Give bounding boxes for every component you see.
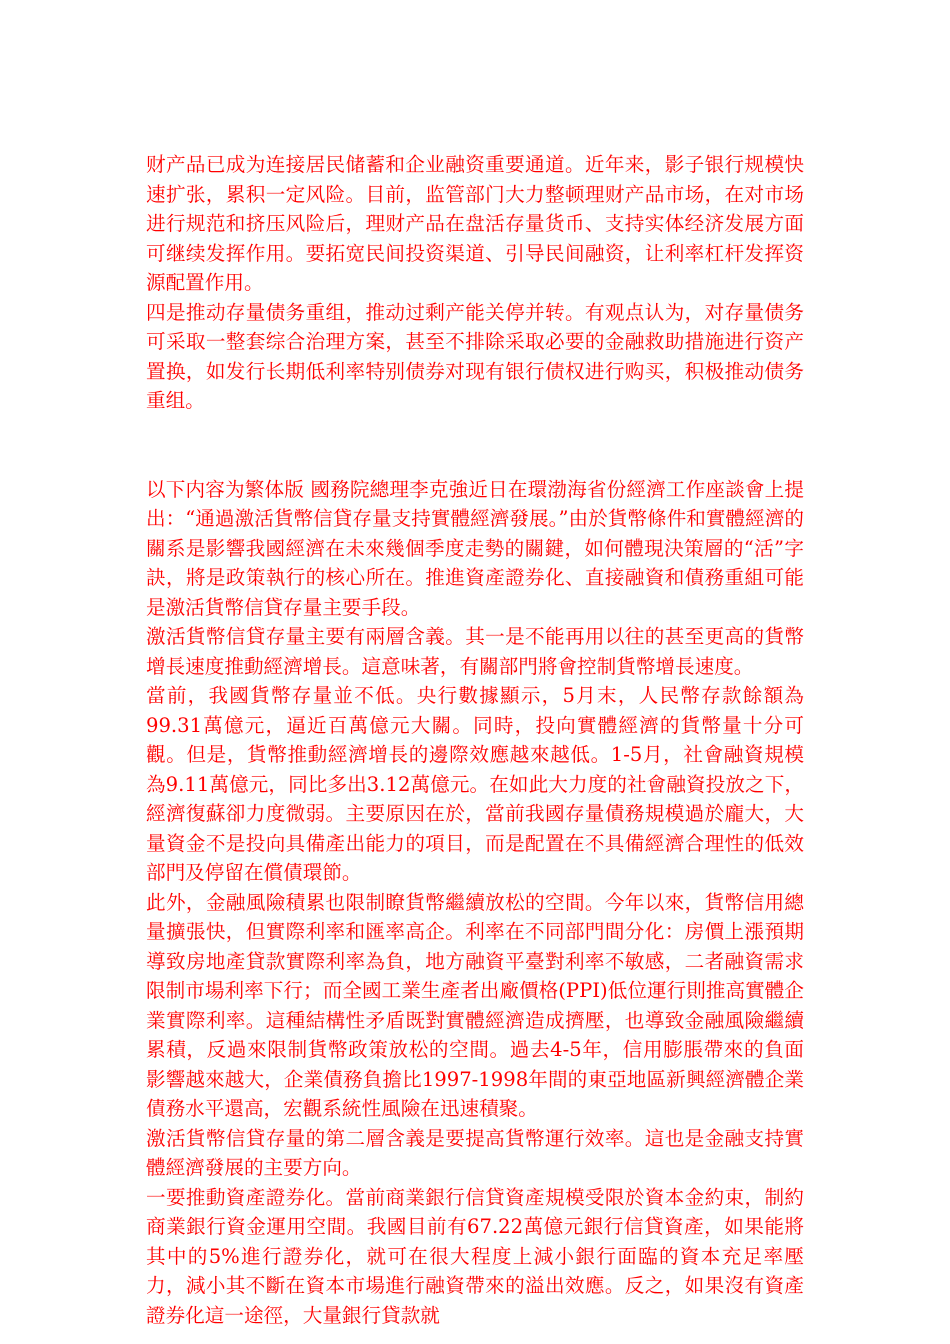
paragraph-financial-risk: 此外，金融風險積累也限制瞭貨幣繼續放松的空間。今年以來，貨幣信用總量擴張快，但實際利率和匯率高企。利率在不同部門間分化：房價上漲預期導致房地產貸款實際利率為負，地方融資平臺對利率不敏感，二者融資需求限制市場利率下行；而全國工業生產者出廠價格(PPI)低位運行則推高實體企業實際利率。這種結構性矛盾既對實體經濟造成擠壓，也導致金融風險繼續累積，反過來限制貨幣政策放松的空間。過去4-5年，信用膨脹帶來的負面影響越來越大，企業債務負擔比1997-1998年間的東亞地區新興經濟體企業債務水平還高，宏觀系統性風險在迅速積聚。 (146, 890, 804, 1120)
paragraph-traditional-intro: 以下内容为繁体版 國務院總理李克強近日在環渤海省份經濟工作座談會上提出：“通過激活貨幣信貸存量支持實體經濟發展。”由於貨幣條件和實體經濟的關系是影響我國經濟在未來幾個季度走勢的關鍵，如何體現決策層的“活”字訣，將是政策執行的核心所在。推進資產證券化、直接融資和債務重組可能是激活貨幣信貸存量主要手段。 (146, 477, 804, 619)
section-gap (146, 416, 804, 475)
paragraph-money-stock: 當前，我國貨幣存量並不低。央行數據顯示，5月末，人民幣存款餘額為99.31萬億元，逼近百萬億元大關。同時，投向實體經濟的貨幣量十分可觀。但是，貨幣推動經濟增長的邊際效應越來越低。1-5月，社會融資規模為9.11萬億元，同比多出3.12萬億元。在如此大力度的社會融資投放之下，經濟復蘇卻力度微弱。主要原因在於，當前我國存量債務規模過於龐大，大量資金不是投向具備產出能力的項目，而是配置在不具備經濟合理性的低效部門及停留在償債環節。 (146, 684, 804, 884)
paragraph-securitization: 一要推動資產證券化。當前商業銀行信貸資產規模受限於資本金約束，制約商業銀行資金運用空間。我國目前有67.22萬億元銀行信貸資產，如果能將其中的5%進行證券化，就可在很大程度上減小銀行面臨的資本充足率壓力，減小其不斷在資本市場進行融資帶來的溢出效應。反之，如果沒有資產證券化這一途徑，大量銀行貸款就 (146, 1185, 804, 1327)
document-body (146, 150, 804, 1330)
paragraph-wealth-products: 财产品已成为连接居民储蓄和企业融资重要通道。近年来，影子银行规模快速扩张，累积一定风险。目前，监管部门大力整顿理财产品市场，在对市场进行规范和挤压风险后，理财产品在盘活存量货币、支持实体经济发展方面可继续发挥作用。要拓宽民间投资渠道、引导民间融资，让利率杠杆发挥资源配置作用。 (146, 153, 804, 294)
paragraph-debt-restructuring: 四是推动存量债务重组，推动过剩产能关停并转。有观点认为，对存量债务可采取一整套综合治理方案，甚至不排除采取必要的金融救助措施进行资产置换，如发行长期低利率特别债券对现有银行债权进行购买，积极推动债务重组。 (146, 300, 804, 412)
paragraph-two-meanings: 激活貨幣信貸存量主要有兩層含義。其一是不能再用以往的甚至更高的貨幣增長速度推動經濟增長。這意味著，有關部門將會控制貨幣增長速度。 (146, 625, 804, 678)
paragraph-efficiency: 激活貨幣信貸存量的第二層含義是要提高貨幣運行效率。這也是金融支持實體經濟發展的主要方向。 (146, 1126, 804, 1179)
